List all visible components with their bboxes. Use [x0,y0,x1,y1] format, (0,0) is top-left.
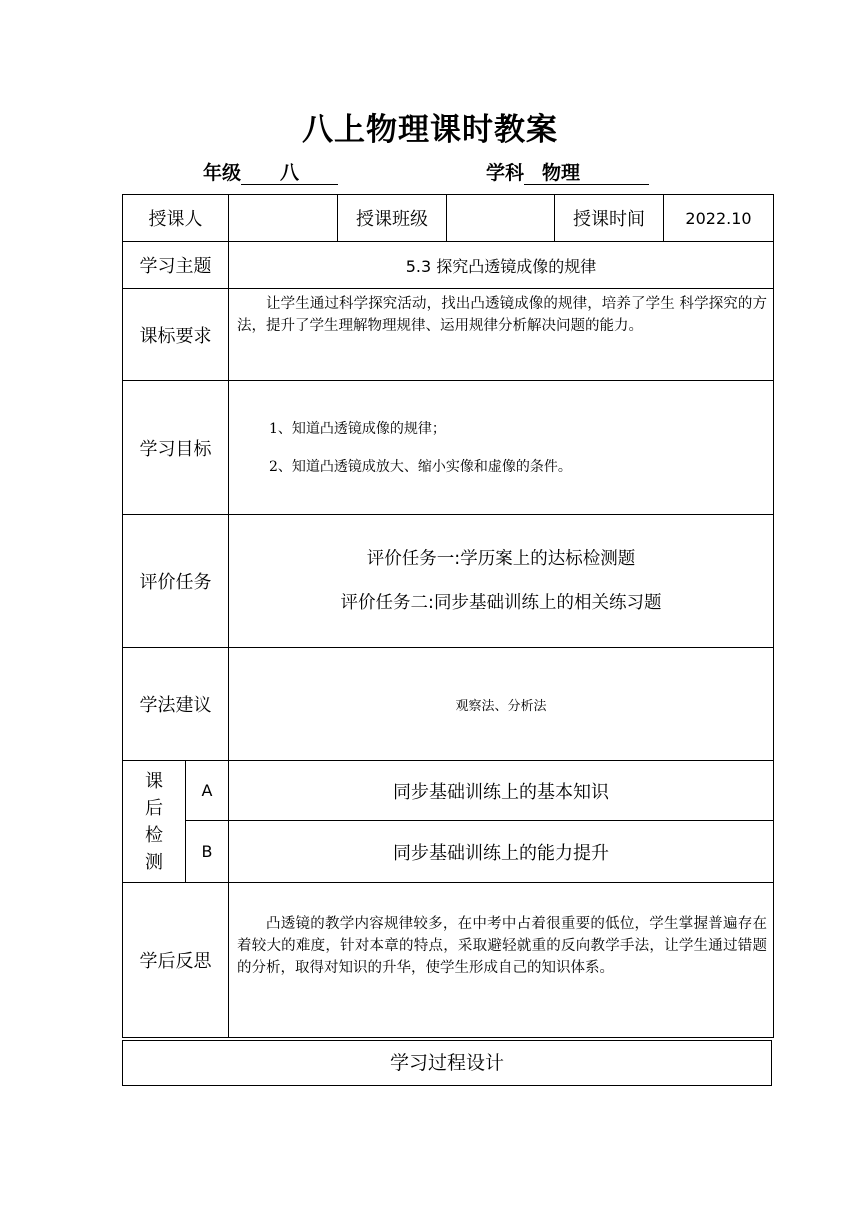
eval-label: 评价任务 [123,515,229,648]
after-key-a: A [186,761,229,821]
reflection-label: 学后反思 [123,883,229,1038]
teacher-value [229,195,338,242]
subject-label: 学科 [486,162,525,184]
teacher-label: 授课人 [123,195,229,242]
reflection-value: 凸透镜的教学内容规律较多，在中考中占着很重要的低位，学生掌握普遍存在着较大的难度，针对本章的特点，采取避轻就重的反向教学手法，让学生通过错题的分析，取得对知识的升华，使学生形成自己的知识体系。 [229,883,774,1038]
standard-label: 课标要求 [123,289,229,381]
design-section-title: 学习过程设计 [122,1040,772,1086]
goal-item: 2、知道凸透镜成放大、缩小实像和虚像的条件。 [269,458,572,475]
goal-item: 1、知道凸透镜成像的规律； [269,420,446,437]
grade-field [203,158,338,185]
goals-label: 学习目标 [123,381,229,515]
eval-row [123,515,774,648]
time-value: 2022.10 [664,195,774,242]
time-label: 授课时间 [555,195,664,242]
class-value [447,195,555,242]
method-row [123,648,774,761]
page-title: 八上物理课时教案 [302,112,558,148]
topic-value: 5.3 探究凸透镜成像的规律 [229,242,774,289]
grade-value: 八 [241,162,338,185]
after-class-label: 课 后 检 测 [123,761,186,883]
reflection-row [123,883,774,1038]
after-text-a: 同步基础训练上的基本知识 [229,761,774,821]
eval-tasks [229,515,774,648]
method-value: 观察法、分析法 [229,648,774,761]
goals-list [229,381,774,515]
method-label: 学法建议 [123,648,229,761]
standard-value: 让学生通过科学探究活动，找出凸透镜成像的规律，培养了学生 科学探究的方法，提升了学生理解物理规律、运用规律分析解决问题的能力。 [229,289,774,381]
subject-value: 物理 [524,162,649,185]
after-text-b: 同步基础训练上的能力提升 [229,821,774,883]
subject-field [486,158,649,185]
after-row-a [123,761,774,821]
after-row-b [123,821,774,883]
topic-label: 学习主题 [123,242,229,289]
topic-row [123,242,774,289]
after-key-b: B [186,821,229,883]
eval-task-item: 评价任务二:同步基础训练上的相关练习题 [340,593,662,613]
eval-task-item: 评价任务一:学历案上的达标检测题 [366,549,636,569]
class-label: 授课班级 [338,195,447,242]
grade-label: 年级 [203,162,242,184]
header-row [123,195,774,242]
standard-row [123,289,774,381]
lesson-plan-table [122,194,774,1038]
goals-row [123,381,774,515]
